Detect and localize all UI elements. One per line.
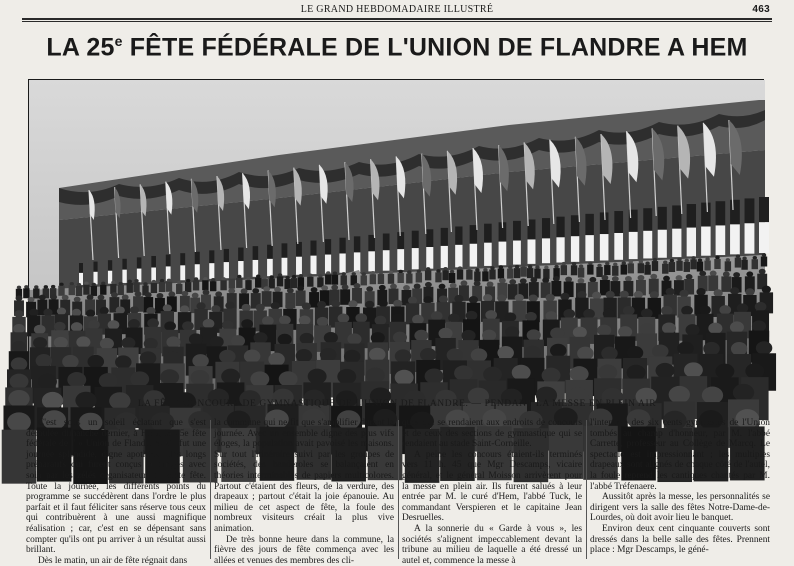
header-rule-thin xyxy=(22,21,772,22)
paragraph: la commune qui ne fit que s'amplifier durant la journée. Avec un ensemble digne des plus vifs éloges, la population avait pavoisé les maisons. Sur tout l'itinéraire suivi par les groupes de sociétés, des banderoles se balançaient en théories interminables de papiers multicolores. Partout c'étaient des fleurs, de la verdure, des drapeaux ; partout c'était la joie épanouie. Au milieu de cet aspect de fête, la foule des nombreux visiteurs créait la plus vive animation. xyxy=(214,418,394,534)
header-rule xyxy=(22,18,772,20)
article-column-3 xyxy=(402,418,582,566)
article-column-4 xyxy=(590,418,770,559)
paragraph: l'intention des six cents gymnastes de l'Union tombés au champ d'honneur, par M. l'abbé Carrette, professeur au Collège de Marcq. Le spectacle est impressionnant ; les multiples drapeaux sont alignés de chaque côté de l'autel, la foule reprend les cantiques chantés par M. l'abbé Tréfenaere. xyxy=(590,418,770,492)
paragraph: ques qui se rendaient aux endroits de concours et de ceux des sections de gymnastique qui se rendaient au stade Saint-Corneille. xyxy=(402,418,582,450)
photo-caption: LA FÊTE-CONCOURS DE GYMNASTIQUE DE L'UNION DE FLANDRE. — PENDANT LA MESSE EN PLEIN AIR xyxy=(137,399,657,409)
article-body xyxy=(26,418,770,566)
article-column-1 xyxy=(26,418,206,566)
masthead: LE GRAND HEBDOMADAIRE ILLUSTRÉ xyxy=(300,4,494,15)
article-photo xyxy=(28,79,764,388)
paragraph: C'est sous un soleil éclatant que s'est déroulée dimanche dernier, à Hem, la 25e fête fédérale de l' « Union de Flandre ». Ce fut une journée splendide, digne apothéose des longs préparatifs qui furent conçus et dirigés avec soin par les zélés organisateurs de cette fête. Toute la journée, les différents points du programme se succédèrent dans l'ordre le plus parfait et il faut féliciter sans réserve tous ceux qui contribuèrent à une aussi magnifique réalisation ; car, c'est en se dépensant sans compter qu'ils ont pu arriver à un résultat aussi brillant. xyxy=(26,418,206,556)
paragraph: De très bonne heure dans la commune, la fièvre des jours de fête commença avec les allées et venues des membres des cli- xyxy=(214,534,394,566)
article-column-2 xyxy=(214,418,394,566)
page-number: 463 xyxy=(752,4,770,15)
paragraph: A peine les concours étaient-ils terminés vers 11 h. 45 que Mgr Descamps, vicaire général, et le général Moisson arrivèrent pour la messe en plein air. Ils furent salués à leur entrée par M. le curé d'Hem, l'abbé Tuck, le commandant Verspieren et le capitaine Jean Desruelles. xyxy=(402,449,582,524)
paragraph: Aussitôt après la messe, les personnalités se dirigent vers la salle des fêtes Notre-Dame-de-Lourdes, où doit avoir lieu le banquet. xyxy=(590,492,770,524)
article-title: LA 25e FÊTE FÉDÉRALE DE L'UNION DE FLANDRE A HEM xyxy=(46,33,748,62)
paragraph: A la sonnerie du « Garde à vous », les sociétés s'alignent impeccablement devant la tribune au milieu de laquelle a été dressé un autel et, commence la messe à xyxy=(402,523,582,566)
paragraph: Environ deux cent cinquante couverts sont dressés dans la belle salle des fêtes. Prennent place : Mgr Descamps, le géné- xyxy=(590,523,770,556)
paragraph: Dès le matin, un air de fête régnait dans xyxy=(38,555,188,566)
